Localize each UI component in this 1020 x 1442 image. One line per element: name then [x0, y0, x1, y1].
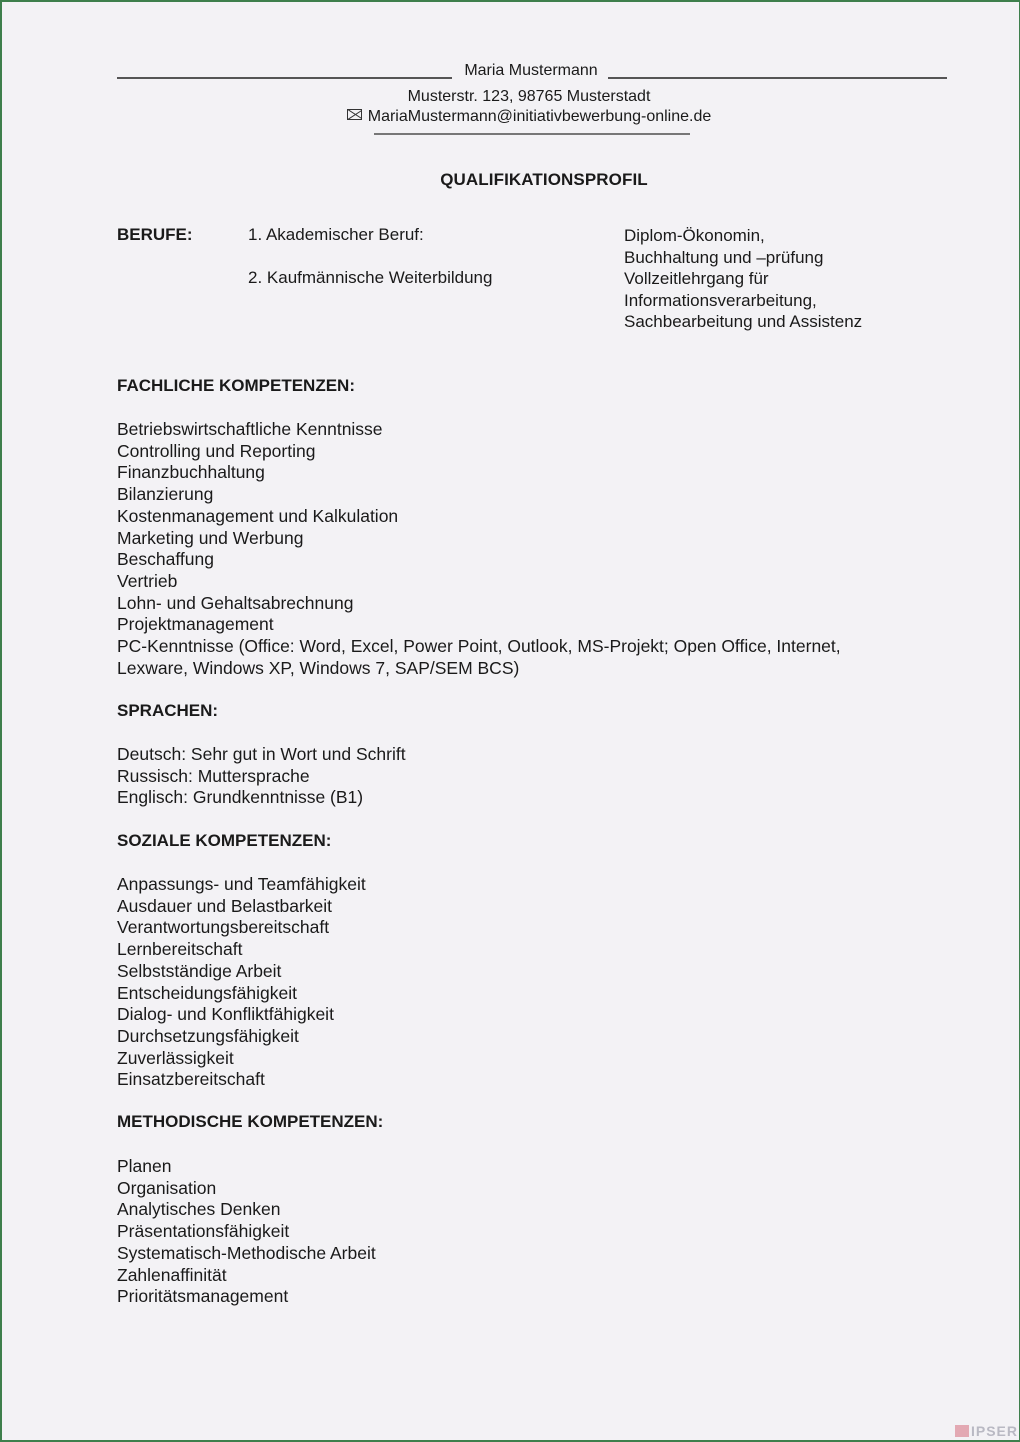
list-item: Lernbereitschaft: [117, 939, 243, 960]
list-item: Finanzbuchhaltung: [117, 462, 265, 483]
list-item: Bilanzierung: [117, 484, 214, 505]
list-item: PC-Kenntnisse (Office: Word, Excel, Power Point, Outlook, MS-Projekt; Open Office, Internet,: [117, 636, 841, 657]
list-item: Lohn- und Gehaltsabrechnung: [117, 592, 354, 613]
beruf-2-label: 2. Kaufmännische Weiterbildung: [248, 268, 493, 287]
list-item: Marketing und Werbung: [117, 527, 304, 548]
beruf-1-label: 1. Akademischer Beruf:: [248, 225, 424, 244]
address: Musterstr. 123, 98765 Musterstadt: [407, 88, 651, 105]
beruf-2-value-line: Vollzeitlehrgang für: [624, 269, 769, 289]
beruf-2-value-line: Sachbearbeitung und Assistenz: [624, 312, 863, 332]
list-item: Dialog- und Konfliktfähigkeit: [117, 1004, 334, 1025]
applicant-name: Maria Mustermann: [464, 62, 598, 79]
beruf-2-value-line: Informationsverarbeitung,: [624, 290, 817, 310]
list-item: Vertrieb: [117, 570, 178, 591]
berufe-heading: BERUFE:: [117, 225, 193, 244]
list-item: Englisch: Grundkenntnisse (B1): [117, 787, 364, 808]
list-item: Planen: [117, 1156, 172, 1176]
email-address: MariaMustermann@initiativbewerbung-online.de: [367, 108, 712, 125]
list-item: Ausdauer und Belastbarkeit: [117, 895, 332, 916]
list-item: Zahlenaffinität: [117, 1264, 227, 1285]
list-item: Entscheidungsfähigkeit: [117, 982, 297, 1003]
page-title: QUALIFIKATIONSPROFIL: [440, 170, 648, 189]
list-item: Beschaffung: [117, 549, 214, 570]
list-item: Betriebswirtschaftliche Kenntnisse: [117, 419, 383, 439]
list-item: Zuverlässigkeit: [117, 1047, 234, 1068]
list-item: Deutsch: Sehr gut in Wort und Schrift: [117, 744, 406, 764]
soziale-heading: SOZIALE KOMPETENZEN:: [117, 831, 332, 850]
list-item: Durchsetzungsfähigkeit: [117, 1025, 299, 1046]
beruf-1-value-line: Buchhaltung und –prüfung: [624, 247, 824, 267]
list-item: Präsentationsfähigkeit: [117, 1221, 290, 1242]
watermark-text: IPSER: [970, 1423, 1018, 1439]
list-item: Systematisch-Methodische Arbeit: [117, 1242, 376, 1263]
beruf-1-value-line: Diplom-Ökonomin,: [624, 226, 765, 245]
list-item: Einsatzbereitschaft: [117, 1069, 265, 1090]
list-item: Controlling und Reporting: [117, 440, 316, 461]
methodische-heading: METHODISCHE KOMPETENZEN:: [117, 1112, 384, 1131]
list-item: Prioritätsmanagement: [117, 1286, 289, 1307]
list-item: Selbstständige Arbeit: [117, 960, 282, 981]
list-item: Lexware, Windows XP, Windows 7, SAP/SEM BCS): [117, 657, 520, 678]
list-item: Analytisches Denken: [117, 1199, 281, 1220]
list-item: Russisch: Muttersprache: [117, 765, 310, 786]
fachliche-heading: FACHLICHE KOMPETENZEN:: [117, 376, 355, 395]
list-item: Projektmanagement: [117, 614, 274, 635]
list-item: Kostenmanagement und Kalkulation: [117, 505, 399, 526]
list-item: Verantwortungsbereitschaft: [117, 917, 330, 938]
list-item: Organisation: [117, 1177, 217, 1198]
sprachen-heading: SPRACHEN:: [117, 701, 219, 720]
list-item: Anpassungs- und Teamfähigkeit: [117, 874, 366, 894]
